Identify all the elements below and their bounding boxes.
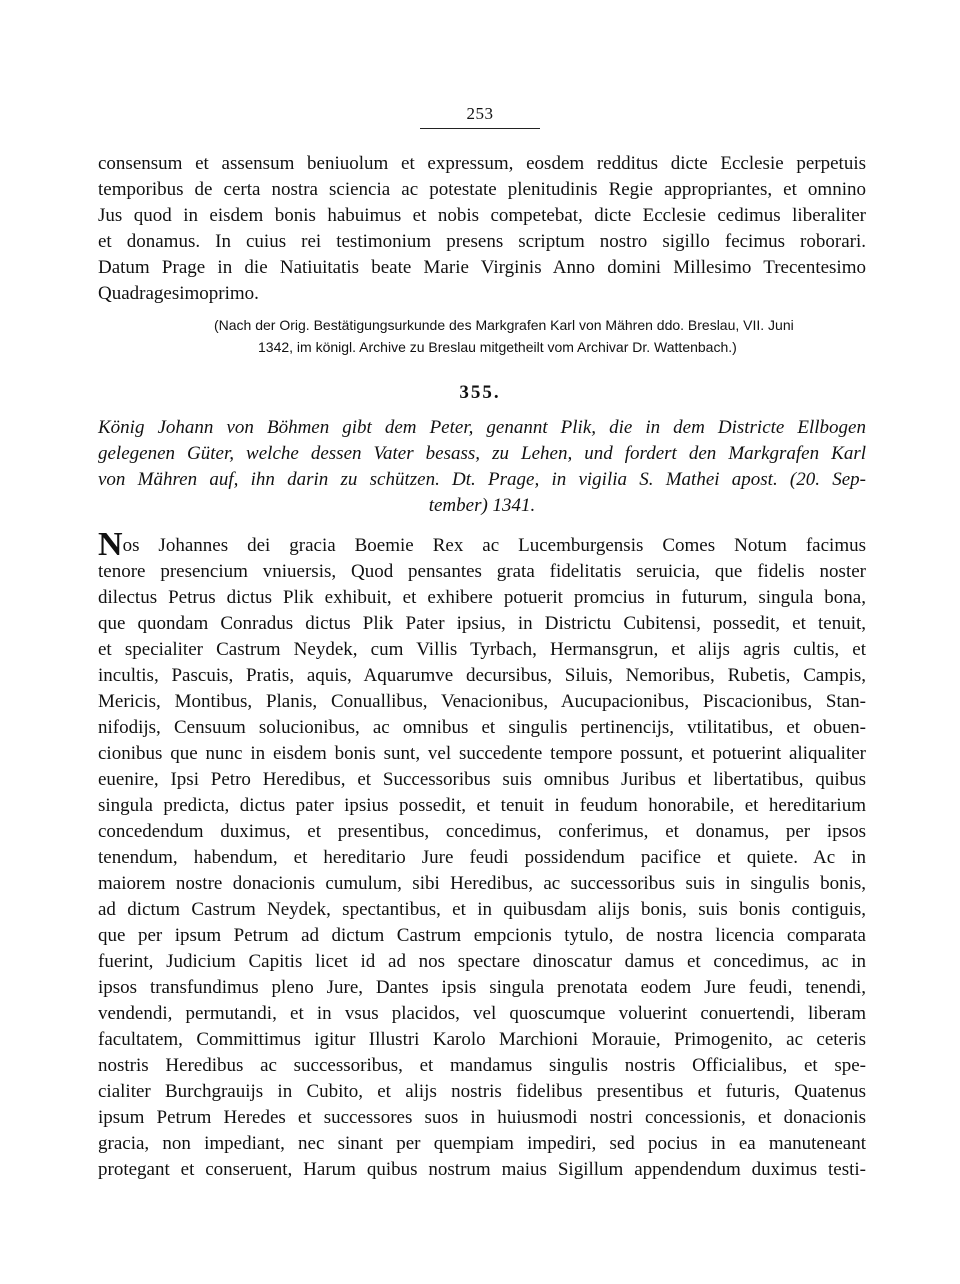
header-rule: [420, 128, 540, 129]
summary-line: tember) 1341.: [428, 495, 536, 516]
text-line: et donamus. In cuius rei testimonium presens scriptum nostro sigillo fecimus roborari.: [98, 231, 866, 252]
text-line: nostris Heredibus ac successoribus, et mandamus singulis nostris Officialibus, et spe-: [98, 1055, 866, 1076]
text-line: Datum Prage in die Natiuitatis beate Marie Virginis Anno domini Millesimo Trecentesimo: [98, 257, 866, 278]
text-line: cionibus que nunc in eisdem bonis sunt, vel succedente tempore possunt, et potuerint aliqualiter: [98, 743, 866, 764]
text-line: cialiter Burchgrauijs in Cubito, et alijs nostris fidelibus presentibus et futuris, Quatenus: [98, 1081, 866, 1102]
text-line: nifodijs, Censuum solucionibus, ac omnibus et singulis pertinencijs, vtilitatibus, et obuen-: [98, 717, 866, 738]
text-line: temporibus de certa nostra sciencia ac potestate plenitudinis Regie appropriantes, et omnino: [98, 179, 866, 200]
text-line: et specialiter Castrum Neydek, cum Villis Tyrbach, Hermansgrun, et alijs agris cultis, et: [98, 639, 866, 660]
text-line: gracia, non impediant, nec sinant per quempiam impediri, sed pocius in ea manuteneant: [98, 1133, 866, 1154]
text-line: dilectus Petrus dictus Plik exhibuit, et exhibere potuerit promcius in futurum, singula bona,: [98, 587, 866, 608]
text-line: concedendum duximus, et presentibus, concedimus, conferimus, et donamus, per ipsos: [98, 821, 866, 842]
text-line: Quadragesimoprimo.: [98, 283, 259, 304]
text-line: ipsos transfundimus pleno Jure, Dantes ipsis singula prenotata eodem Jure feudi, tenendi,: [98, 977, 866, 998]
text-line: tenore presencium vniuersis, Quod pensantes grata fidelitatis seruicia, que fidelis noster: [98, 561, 866, 582]
text-line: maiorem nostre donacionis cumulum, sibi Heredibus, ac successoribus suis in singulis bonis,: [98, 873, 866, 894]
text-line: que per ipsum Petrum ad dictum Castrum empcionis tytulo, de nostra licencia comparata: [98, 925, 866, 946]
text-line: facultatem, Committimus igitur Illustri Karolo Marchioni Morauie, Primogenito, ac ceteris: [98, 1029, 866, 1050]
summary-line: König Johann von Böhmen gibt dem Peter, genannt Plik, die in dem Districte Ellbogen: [98, 417, 866, 438]
text-line: tenendum, habendum, et hereditario Jure feudi possidendum pacifice et quiete. Ac in: [98, 847, 866, 868]
source-note-line: 1342, im königl. Archive zu Breslau mitgetheilt vom Archivar Dr. Wattenbach.): [258, 339, 737, 355]
page-number: 253: [466, 104, 494, 123]
text-line: euenire, Ipsi Petro Heredibus, et Successoribus suis omnibus Juribus et libertatibus, quibus: [98, 769, 866, 790]
summary-line: gelegenen Güter, welche dessen Vater besass, zu Lehen, und fordert den Markgrafen Karl: [98, 443, 866, 464]
text-line: consensum et assensum beniuolum et expressum, eosdem redditus dicte Ecclesie perpetuis: [98, 153, 866, 174]
text-line: ad dictum Castrum Neydek, spectantibus, et in quibusdam alijs bonis, suis bonis contiguis,: [98, 899, 866, 920]
text-line: Jus quod in eisdem bonis habuimus et nobis competebat, dicte Ecclesie cedimus liberaliter: [98, 205, 866, 226]
text-line: protegant et conseruent, Harum quibus nostrum maius Sigillum appendendum duximus testi-: [98, 1159, 866, 1180]
text-line: vendendi, permutandi, et in vsus placidos, vel quoscumque voluerint conuertendi, liberam: [98, 1003, 866, 1024]
text-line: Mericis, Montibus, Planis, Conuallibus, Venacionibus, Aucupacionibus, Piscacionibus, Stan-: [98, 691, 866, 712]
source-note-line: (Nach der Orig. Bestätigungsurkunde des Markgrafen Karl von Mähren ddo. Breslau, VII. Juni: [214, 317, 794, 333]
document-number: 355.: [459, 382, 501, 403]
first-line-text: os Johannes dei gracia Boemie Rex ac Lucemburgensis Comes Notum facimus: [122, 535, 866, 556]
summary-line: von Mähren auf, ihn darin zu schützen. Dt. Prage, in vigilia S. Mathei apost. (20. Sep-: [98, 469, 866, 490]
text-line: [98, 526, 866, 563]
text-line: que quondam Conradus dictus Plik Pater ipsius, in Districtu Cubitensi, possedit, et tenuit,: [98, 613, 866, 634]
text-line: incultis, Pascuis, Pratis, aquis, Aquarumve decursibus, Siluis, Nemoribus, Rubetis, Campis,: [98, 665, 866, 686]
text-line: fuerint, Judicium Capitis licet id ad nos spectare dinoscatur damus et concedimus, ac in: [98, 951, 866, 972]
text-line: ipsum Petrum Heredes et successores suos in huiusmodi nostri concessionis, et donacionis: [98, 1107, 866, 1128]
initial-letter: N: [98, 526, 123, 563]
text-line: singula predicta, dictus pater ipsius possedit, et tenuit in feudum honorabile, et hereditarium: [98, 795, 866, 816]
